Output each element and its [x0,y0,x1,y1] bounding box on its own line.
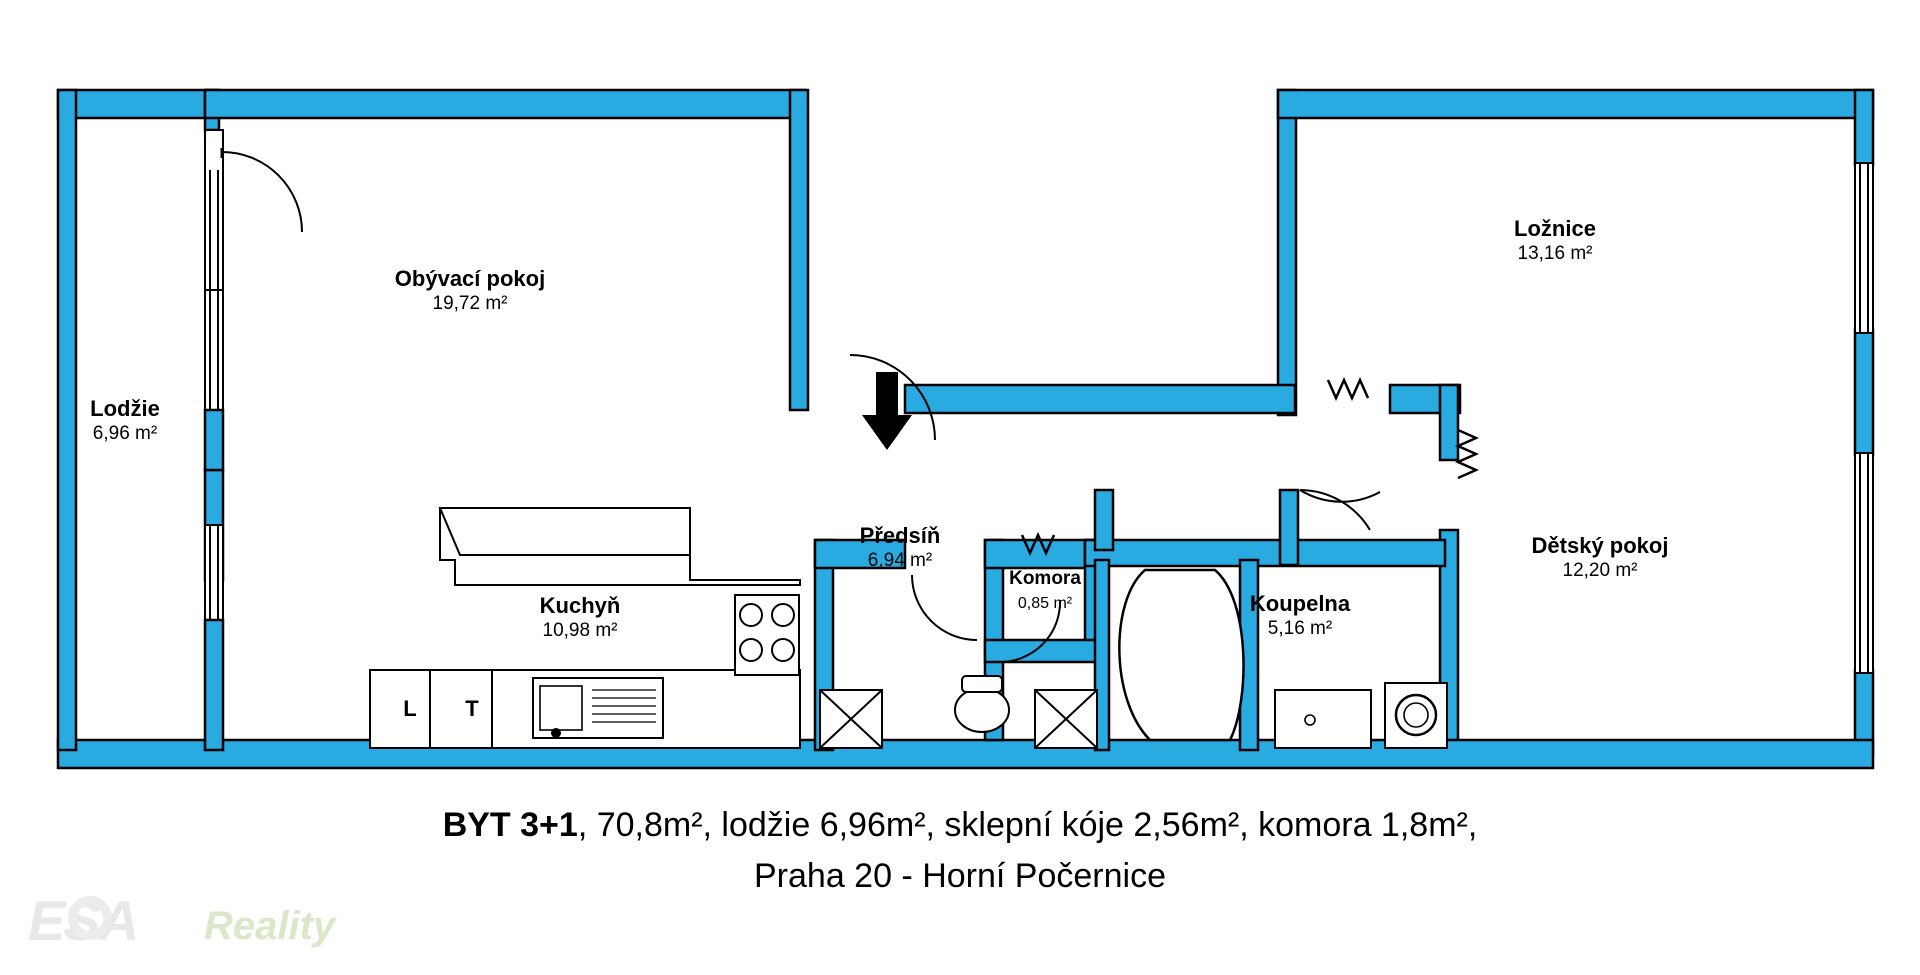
room-name: Kuchyň [539,593,621,618]
wall-exterior-right-1 [1855,90,1873,165]
freezer-marker-label: T [465,696,479,721]
wall-living-right [790,90,808,410]
room-area: 19,72 m² [432,293,508,314]
radiator-icon-bedroom [1328,380,1368,398]
washbasin [1275,690,1371,748]
window-right-bottom [1855,453,1873,673]
wall-exterior-right-2 [1855,330,1873,455]
door-loggia [222,152,302,232]
wall-loggia-right-mid2 [205,410,223,470]
room-name: Ložnice [1514,216,1596,241]
kitchen-fixtures [370,508,800,748]
room-name: Lodžie [90,396,160,421]
room-name: Komora [1009,568,1081,589]
room-area: 5,16 m² [1267,618,1333,639]
logo-brand-text: ESA [28,889,138,952]
window-loggia-2 [205,290,223,410]
washing-machine [1385,683,1447,748]
walls-group [58,90,1873,768]
bathtub [1119,570,1243,740]
wall-bedroom-left [1278,90,1296,415]
kitchen-upper-cabinet [440,508,690,555]
wall-komora-upper-stub [1095,490,1113,550]
window-right-top [1855,163,1873,333]
toilet [955,676,1009,732]
wall-bedroom-top [1278,90,1873,118]
logo-oval-shape [68,896,112,940]
room-name: Předsíň [859,523,941,548]
wall-exterior-bottom [58,740,1873,768]
room-area: 6,94 m² [867,550,933,571]
window-loggia-1 [205,130,223,290]
radiator-icon-hall [1458,430,1476,478]
wall-child-room-left-upper [1440,385,1458,460]
caption-areas: , 70,8m², lodžie 6,96m², sklepní kóje 2,56m², komora 1,8m², [577,806,1478,844]
window-loggia-3 [205,525,223,625]
caption-line-1 [0,800,1920,850]
room-area: 12,20 m² [1562,560,1638,581]
wall-bathroom-upper-stub [1280,490,1298,565]
caption-apartment-type: BYT 3+1 [442,806,578,844]
wall-living-top [205,90,805,118]
room-area: 13,16 m² [1517,243,1593,264]
wall-bathroom-top [1085,540,1445,566]
watermark-logo [28,888,358,958]
fridge-marker-label: L [403,696,417,721]
room-area: 0,85 m² [1017,595,1073,612]
room-area: 10,98 m² [542,620,618,641]
caption-location: Praha 20 - Horní Počernice [754,857,1166,895]
wall-hall-left-stub [815,540,905,568]
wall-loggia-right-lower [205,620,223,750]
room-name: Koupelna [1249,591,1351,616]
wall-loggia-top [58,90,218,118]
room-name: Obývací pokoj [394,266,546,291]
wall-exterior-left [58,90,76,750]
logo-sub-text: Reality [204,904,336,948]
wall-hall-bedroom-divider [905,385,1295,413]
door-kitchen [912,575,977,640]
caption-block [0,800,1920,902]
room-name: Dětský pokoj [1531,533,1669,558]
room-area: 6,96 m² [92,423,158,444]
